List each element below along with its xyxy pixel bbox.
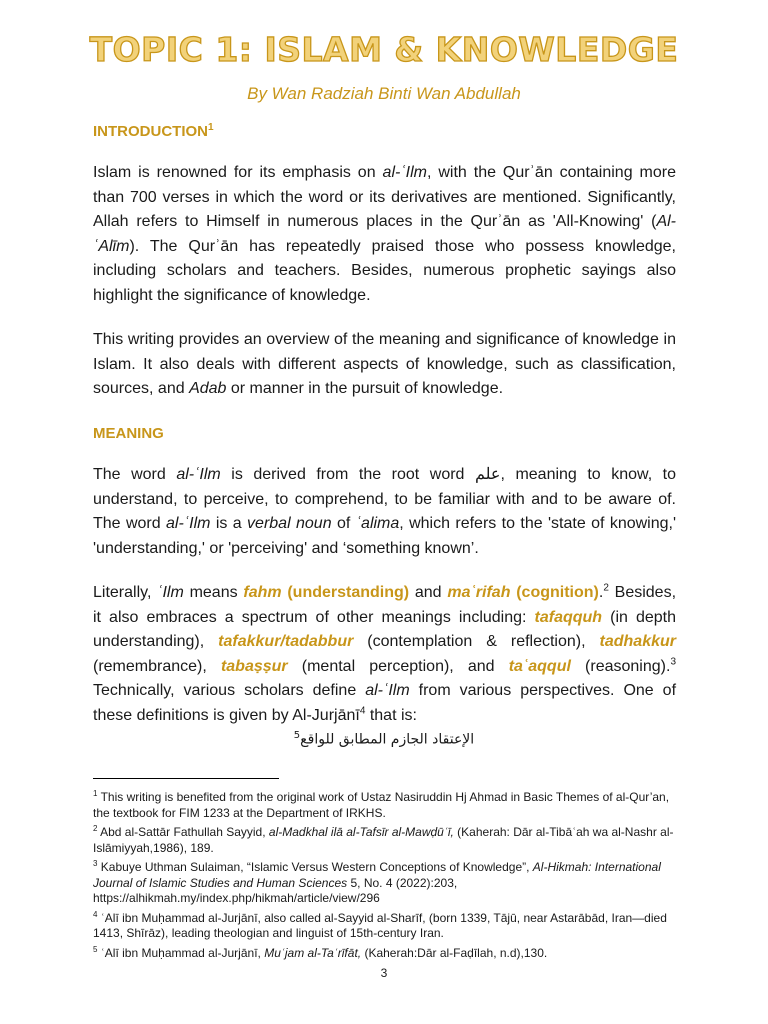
term-tadhakkur: tadhakkur: [599, 633, 676, 650]
footnote-ref-1[interactable]: 1: [208, 122, 214, 133]
footnote-5: $^5$ ʿAlī ibn Muḥammad al-Jurjānī, Muʿjam al-Taʿrīfāt, (Kaherah:Dār al-Faḍīlah, n.d),130.: [93, 944, 548, 960]
term-tafakkur: tafakkur/tadabbur: [218, 633, 354, 650]
introduction-paragraph-1: Islam is renowned for its emphasis on al-ʿIlm, with the Qurʾān containing more than 700 verses in which the word or its derivatives are mentioned. Significantly, Allah refers to Himself in numerous places in the Qurʾān as 'All-Knowing' (Al-ʿAlīm). The Qurʾān has repeatedly praised those who possess knowledge, including scholars and teachers. Besides, numerous prophetic sayings also highlight the significance of knowledge.: [93, 164, 676, 304]
meaning-paragraph-2: Literally, ʿIlm means fahm (understanding) and maʿrifah (cognition).$^2$ Besides, it also embraces a spectrum of other meanings including: tafaqquh (in depth understanding), tafakkur/tadabbur (contemplation & reflection), tadhakkur (remembrance), tabaṣṣur (mental perception), and taʿaqqul (reasoning).$^3$ Technically, various scholars define al-ʿIlm from various perspectives. One of these definitions is given by Al-Jurjānī$^4$ that is:: [93, 582, 677, 724]
term-al-ilm: al-ʿIlm: [382, 164, 427, 181]
footnote-separator: [93, 778, 279, 779]
meaning-paragraph-1: The word al-ʿIlm is derived from the root word علم, meaning to know, to understand, to perceive, to comprehend, to be familiar with and to be aware of. The word al-ʿIlm is a verbal noun of ʿalima, which refers to the 'state of knowing,' 'understanding,' or 'perceiving' and ‘something known’.: [93, 466, 677, 557]
footnote-2: $^2$ Abd al-Sattār Fathullah Sayyid, al-Madkhal ilā al-Tafsīr al-Mawḍūʿī, (Kaherah: Dār al-Tibāʿah wa al-Nashr al-Islāmiyyah,1986), 189.: [93, 824, 674, 855]
footnote-ref-5[interactable]: 5: [293, 730, 301, 741]
term-adab: Adab: [189, 380, 227, 397]
footnote-3: $^3$ Kabuye Uthman Sulaiman, “Islamic Versus Western Conceptions of Knowledge”, Al-Hikmah: International Journal of Islamic Studies and Human Sciences 5, No. 4 (2022):203, https://alhikmah.my/index.php/hikmah/article/view/296: [93, 859, 661, 905]
term-taaqqul: taʿaqqul: [508, 657, 571, 675]
term-marifah: maʿrifah (cognition): [447, 584, 599, 601]
term-al-alim: Al-ʿAlīm: [93, 213, 676, 255]
introduction-heading: [93, 122, 214, 140]
arabic-root-word: علم: [474, 466, 501, 483]
arabic-definition-quote: $^5$الإعتقاد الجازم المطابق للواقع: [293, 730, 475, 748]
footnote-ref-2[interactable]: 2: [603, 582, 609, 594]
introduction-paragraph-2: This writing provides an overview of the meaning and significance of knowledge in Islam. It also deals with different aspects of knowledge, such as classification, sources, and Adab or manner in the pursuit of knowledge.: [93, 331, 676, 397]
term-tafaqquh: tafaqquh: [534, 608, 603, 626]
footnotes: [93, 786, 676, 961]
term-tabassur: tabaṣṣur: [220, 657, 288, 675]
term-fahm: fahm (understanding): [243, 584, 410, 601]
author-byline: By Wan Radziah Binti Wan Abdullah: [247, 84, 521, 103]
introduction-heading-text: INTRODUCTION: [93, 123, 208, 140]
footnote-4: $^4$ ʿAlī ibn Muḥammad al-Jurjānī, also called al-Sayyid al-Sharīf, (born 1339, Tājū, near Astarābād, Iran—died 1413, Shīrāz), leading theologian and linguist of 15th-century Iran.: [93, 909, 667, 940]
page-number: 3: [380, 966, 388, 980]
page-title: TOPIC 1: ISLAM & KNOWLEDGE: [89, 30, 679, 69]
footnote-ref-3[interactable]: 3: [670, 656, 676, 668]
meaning-heading: MEANING: [93, 425, 164, 442]
footnote-1: $^1$ This writing is benefited from the original work of Ustaz Nasiruddin Hj Ahmad in Basic Themes of al-Qur’an, the textbook for FIM 1233 at the Department of IRKHS.: [93, 789, 670, 820]
footnote-ref-4[interactable]: 4: [359, 705, 366, 717]
